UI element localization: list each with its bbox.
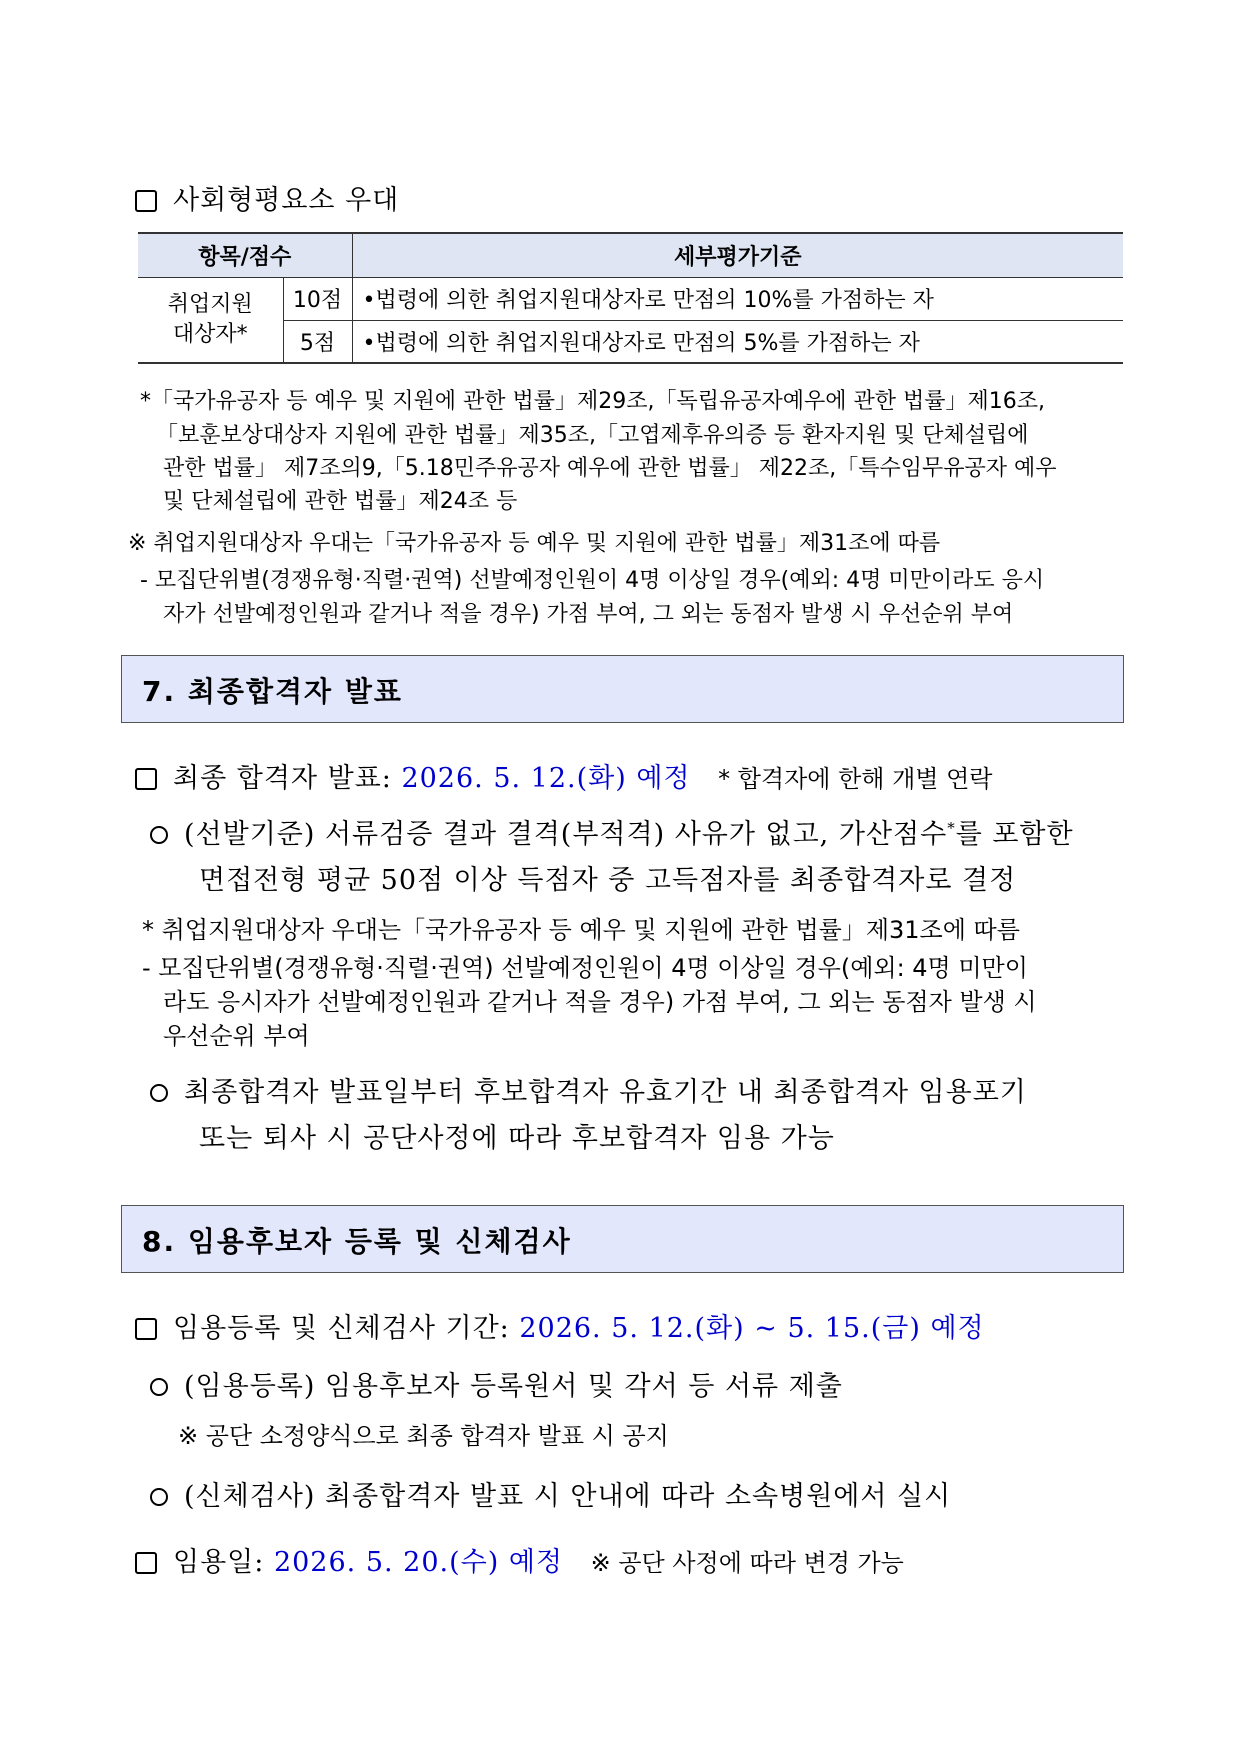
- registration-note: ※ 공단 소정양식으로 최종 합격자 발표 시 공지: [178, 1422, 669, 1450]
- category-cell: [138, 277, 283, 363]
- category-line: 취업지원: [167, 291, 253, 317]
- selection-criteria: [150, 812, 1125, 851]
- score-cell: 5점: [283, 320, 352, 363]
- table-row: [138, 277, 1123, 320]
- law-footnote-line: 「보훈보상대상자 지원에 관한 법률」제35조,「고엽제후유의증 등 환자지원 및 단체설립에: [156, 423, 1029, 448]
- section7-note: * 취업지원대상자 우대는「국가유공자 등 예우 및 지원에 관한 법률」제31조에 따름: [142, 916, 1020, 944]
- appoint-note: ※ 공단 사정에 따라 변경 가능: [590, 1549, 904, 1577]
- appoint-date: 2026. 5. 20.(수) 예정: [273, 1547, 563, 1578]
- reserve-text: 최종합격자 발표일부터 후보합격자 유효기간 내 최종합격자 임용포기: [184, 1077, 1027, 1108]
- score-cell: 10점: [283, 277, 352, 320]
- section-8-header: [121, 1205, 1124, 1273]
- registration-text: (임용등록) 임용후보자 등록원서 및 각서 등 서류 제출: [184, 1371, 843, 1402]
- bullet-circle-icon: [150, 826, 168, 844]
- preference-note: ※ 취업지원대상자 우대는「국가유공자 등 예우 및 지원에 관한 법률」제31조에 따름: [128, 531, 941, 556]
- bullet-circle-icon: [150, 1488, 168, 1506]
- section7-detail-line: - 모집단위별(경쟁유형·직렬·권역) 선발예정인원이 4명 이상일 경우(예외: 4명 미만이: [142, 954, 1028, 982]
- evaluation-table: [138, 232, 1123, 364]
- reserve-line2: 또는 퇴사 시 공단사정에 따라 후보합격자 임용 가능: [199, 1123, 835, 1154]
- category-line: 대상자*: [172, 321, 248, 347]
- section7-detail-line: 우선순위 부여: [163, 1022, 310, 1050]
- section7-detail-line: 라도 응시자가 선발예정인원과 같거나 적을 경우) 가점 부여, 그 외는 동점자 발생 시: [163, 988, 1037, 1016]
- physical-exam-line: [150, 1474, 951, 1513]
- criteria-text: 를 포함한: [955, 819, 1074, 850]
- table-row: [138, 320, 1123, 363]
- checkbox-square-icon: [135, 768, 157, 790]
- social-equity-heading: 사회형평요소 우대: [135, 178, 399, 217]
- checkbox-square-icon: [135, 1318, 157, 1340]
- preference-detail-line: - 모집단위별(경쟁유형·직렬·권역) 선발예정인원이 4명 이상일 경우(예외: 4명 미만이라도 응시: [140, 568, 1045, 593]
- checkbox-square-icon: [135, 1552, 157, 1574]
- section-7-header: [121, 655, 1124, 723]
- section-7-title: 7. 최종합격자 발표: [142, 675, 403, 708]
- criteria-text: (선발기준) 서류검증 결과 결격(부적격) 사유가 없고, 가산점수: [184, 819, 948, 850]
- period-date: 2026. 5. 12.(화) ~ 5. 15.(금) 예정: [519, 1313, 985, 1344]
- appointment-line: [135, 1540, 904, 1579]
- table-header-item: 항목/점수: [138, 233, 352, 277]
- appoint-label: 임용일:: [173, 1547, 265, 1578]
- preference-detail-line: 자가 선발예정인원과 같거나 적을 경우) 가점 부여, 그 외는 동점자 발생 시 우선순위 부여: [163, 602, 1014, 627]
- announce-line: [135, 756, 992, 795]
- period-label: 임용등록 및 신체검사 기간:: [173, 1313, 510, 1344]
- law-footnote-line: 관한 법률」 제7조의9,「5.18민주유공자 예우에 관한 법률」 제22조,「특수임무유공자 예우: [163, 456, 1057, 481]
- criteria-cell: •법령에 의한 취업지원대상자로 만점의 10%를 가점하는 자: [352, 277, 1123, 320]
- physical-text: (신체검사) 최종합격자 발표 시 안내에 따라 소속병원에서 실시: [184, 1481, 952, 1512]
- bullet-circle-icon: [150, 1084, 168, 1102]
- criteria-superscript: *: [947, 819, 956, 837]
- registration-line: [150, 1364, 843, 1403]
- law-footnote-line: *「국가유공자 등 예우 및 지원에 관한 법률」제29조,「독립유공자예우에 관한 법률」제16조,: [140, 389, 1045, 414]
- announce-note: * 합격자에 한해 개별 연락: [718, 765, 993, 793]
- table-header-criteria: 세부평가기준: [352, 233, 1123, 277]
- section-8-title: 8. 임용후보자 등록 및 신체검사: [142, 1225, 572, 1258]
- criteria-cell: •법령에 의한 취업지원대상자로 만점의 5%를 가점하는 자: [352, 320, 1123, 363]
- bullet-circle-icon: [150, 1378, 168, 1396]
- reserve-line: [150, 1070, 1027, 1109]
- law-footnote-line: 및 단체설립에 관한 법률」제24조 등: [163, 489, 518, 514]
- selection-criteria-line2: 면접전형 평균 50점 이상 득점자 중 고득점자를 최종합격자로 결정: [199, 865, 1017, 896]
- announce-label: 최종 합격자 발표:: [173, 763, 392, 794]
- checkbox-square-icon: [135, 190, 157, 212]
- registration-period-line: [135, 1306, 985, 1345]
- announce-date: 2026. 5. 12.(화) 예정: [401, 763, 691, 794]
